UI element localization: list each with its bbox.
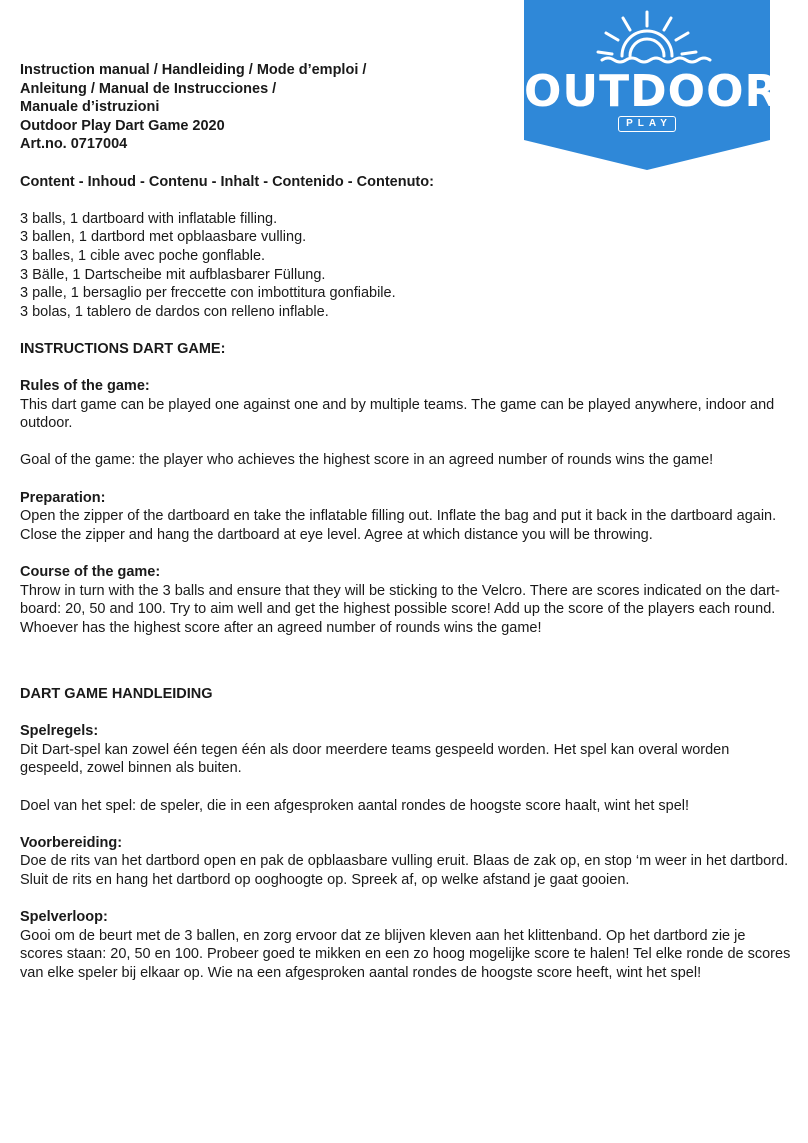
content-line: 3 ballen, 1 dartbord met opblaasbare vulling. bbox=[20, 229, 307, 246]
article-number: Art.no. 0717004 bbox=[20, 136, 128, 153]
nl-rules-title: Spelregels: bbox=[20, 723, 99, 740]
nl-course-title: Spelverloop: bbox=[20, 909, 108, 926]
content-line: 3 Bälle, 1 Dartscheibe mit aufblasbarer Füllung. bbox=[20, 266, 326, 283]
logo-wordmark: OUTDOOR bbox=[524, 66, 780, 117]
manual-body bbox=[20, 61, 792, 983]
content-line: 3 palle, 1 bersaglio per freccette con imbottitura gonfiabile. bbox=[20, 285, 396, 302]
en-goal-text: Goal of the game: the player who achieves the highest score in an agreed number of rounds wins the game! bbox=[20, 452, 714, 469]
product-name: Outdoor Play Dart Game 2020 bbox=[20, 117, 225, 134]
en-section-title: INSTRUCTIONS DART GAME: bbox=[20, 340, 226, 357]
nl-section-title: DART GAME HANDLEIDING bbox=[20, 686, 213, 702]
en-preparation-text: Open the zipper of the dartboard en take the inflatable filling out. Inflate the bag and put it back in the dartboard again. Close the zipper and hang the dartboard at eye level. Agree at which distance you will be throwing. bbox=[20, 508, 777, 543]
en-course-text: Throw in turn with the 3 balls and ensure that they will be sticking to the Velcro. There are scores indicated on the dart-board: 20, 50 and 100. Try to aim well and get the highest possible score! Add up the score of the players each round. Whoever has the highest score after an agreed number of rounds wins the game! bbox=[20, 582, 780, 636]
header-line-2: Anleitung / Manual de Instrucciones / bbox=[20, 80, 277, 97]
nl-goal-text: Doel van het spel: de speler, die in een afgesproken aantal rondes de hoogste score haalt, wint het spel! bbox=[20, 797, 690, 814]
content-line: 3 balles, 1 cible avec poche gonflable. bbox=[20, 247, 266, 264]
header-line-1: Instruction manual / Handleiding / Mode d’emploi / bbox=[20, 62, 367, 78]
content-line: 3 bolas, 1 tablero de dardos con relleno inflable. bbox=[20, 303, 329, 320]
logo-subtitle: PLAY bbox=[618, 116, 676, 132]
nl-course-text: Gooi om de beurt met de 3 ballen, en zorg ervoor dat ze blijven kleven aan het klittenband. Op het dartbord zie je scores staan: 20, 50 en 100. Probeer goed te mikken en een zo hoog mogelijke score te halen! Tel elke ronde de scores van elke speler bij elkaar op. Wie na een afgesproken aantal rondes de hoogste score heeft, wint het spel! bbox=[20, 927, 791, 981]
en-rules-title: Rules of the game: bbox=[20, 378, 150, 395]
nl-preparation-text: Doe de rits van het dartbord open en pak de opblaasbare vulling eruit. Blaas de zak op, en stop ‘m weer in het dartbord. Sluit de rits en hang het dartbord op ooghoogte op. Spreek af, op welke afstand je gaat gooien. bbox=[20, 853, 789, 888]
nl-rules-text: Dit Dart-spel kan zowel één tegen één als door meerdere teams gespeeld worden. Het spel kan overal worden gespeeld, zowel binnen als buiten. bbox=[20, 741, 730, 777]
content-line: 3 balls, 1 dartboard with inflatable filling. bbox=[20, 210, 278, 227]
nl-preparation-title: Voorbereiding: bbox=[20, 834, 123, 851]
header-line-3: Manuale d’istruzioni bbox=[20, 99, 160, 116]
en-preparation-title: Preparation: bbox=[20, 489, 106, 506]
en-rules-text: This dart game can be played one against one and by multiple teams. The game can be played anywhere, indoor and outdoor. bbox=[20, 396, 775, 432]
en-course-title: Course of the game: bbox=[20, 564, 161, 581]
content-heading: Content - Inhoud - Contenu - Inhalt - Contenido - Contenuto: bbox=[20, 173, 434, 190]
